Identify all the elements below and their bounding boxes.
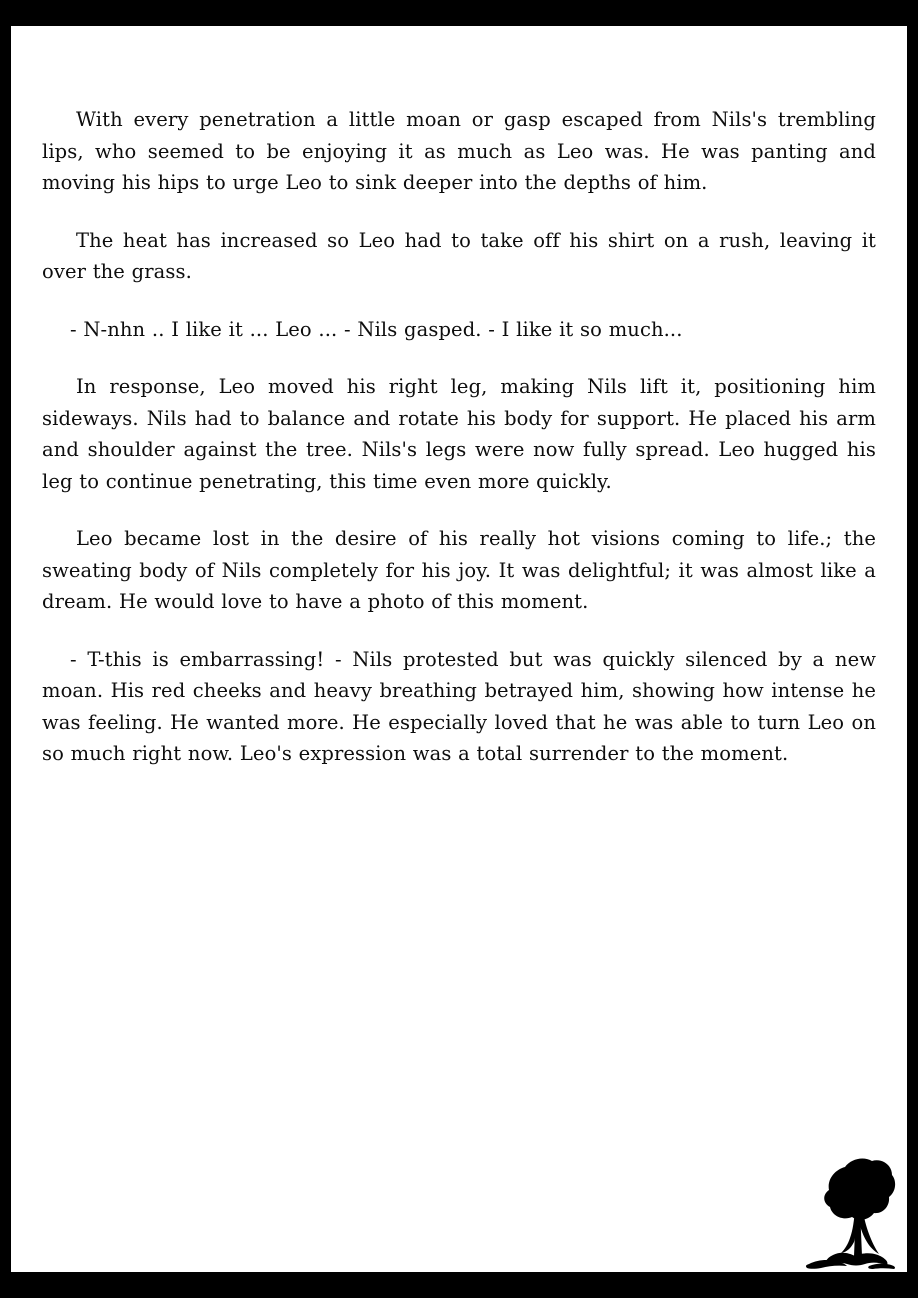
paragraph-dialogue: - T-this is embarrassing! - Nils protested but was quickly silenced by a new moan. His red cheeks and heavy breathing betrayed him, showing how intense he was feeling. He wanted more. He especially loved that he was able to turn Leo on so much right now. Leo's expression was a total surrender to the moment. bbox=[42, 647, 876, 765]
paragraph: Leo became lost in the desire of his really hot visions coming to life.; the sweating body of Nils completely for his joy. It was delightful; it was almost like a dream. He would love to have a photo of this moment. bbox=[42, 527, 876, 613]
tree-icon bbox=[737, 1152, 897, 1272]
paragraph: The heat has increased so Leo had to take off his shirt on a rush, leaving it over the grass. bbox=[42, 228, 876, 283]
page-sheet bbox=[11, 26, 907, 1272]
paragraph-dialogue: - N-nhn .. I like it ... Leo ... - Nils gasped. - I like it so much... bbox=[70, 317, 683, 341]
paragraph: With every penetration a little moan or gasp escaped from Nils's trembling lips, who seemed to be enjoying it as much as Leo was. He was panting and moving his hips to urge Leo to sink deeper into the depths of him. bbox=[42, 108, 876, 194]
paragraph: In response, Leo moved his right leg, making Nils lift it, positioning him sideways. Nils had to balance and rotate his body for support. He placed his arm and shoulder against the tree. Nils's legs were now fully spread. Leo hugged his leg to continue penetrating, this time even more quickly. bbox=[42, 375, 876, 493]
body-text-column bbox=[42, 104, 876, 770]
